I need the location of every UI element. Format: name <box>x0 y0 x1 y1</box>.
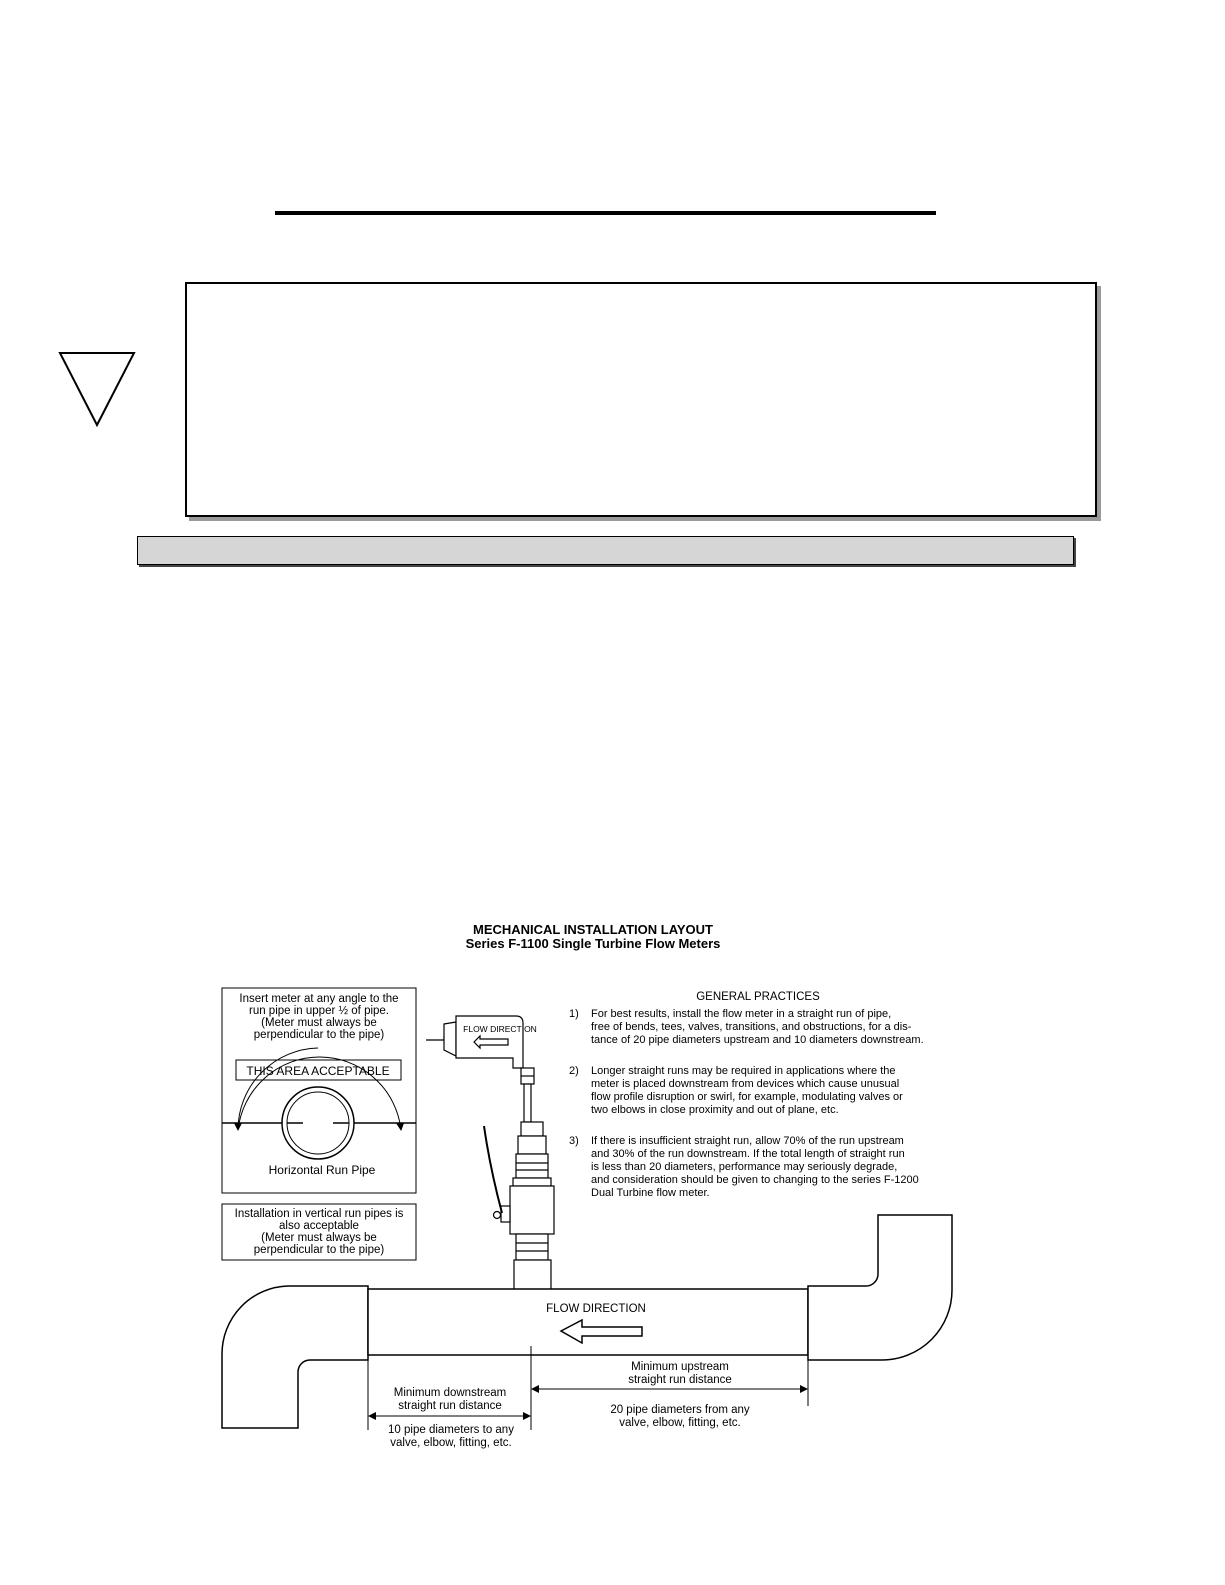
vertical-box-line-3: (Meter must always be <box>261 1232 377 1244</box>
upstream-detail-line-2: valve, elbow, fitting, etc. <box>619 1417 741 1429</box>
downstream-elbow <box>222 1286 368 1428</box>
section-heading-bar <box>137 536 1074 565</box>
practice-1-line-2: free of bends, tees, valves, transitions, and obstructions, for a dis- <box>591 1021 912 1033</box>
installation-layout-diagram <box>218 918 958 1463</box>
pipe-flow-direction-label: FLOW DIRECTION <box>546 1303 646 1315</box>
upstream-detail-line-1: 20 pipe diameters from any <box>610 1404 750 1416</box>
angle-box-line-4: perpendicular to the pipe) <box>253 1029 385 1041</box>
diagram-subtitle: Series F-1100 Single Turbine Flow Meters <box>465 936 721 951</box>
vertical-box <box>222 1204 416 1260</box>
practice-1-line-3: tance of 20 pipe diameters upstream and 10 diameters downstream. <box>591 1034 924 1046</box>
upstream-label-line-2: straight run distance <box>628 1374 732 1386</box>
practice-2-line-3: flow profile disruption or swirl, for example, modulating valves or <box>591 1091 903 1103</box>
angle-box-line-2: run pipe in upper ½ of pipe. <box>248 1005 390 1017</box>
upstream-label-line-1: Minimum upstream <box>631 1361 729 1373</box>
practice-1-line-1: For best results, install the flow meter in a straight run of pipe, <box>591 1008 892 1020</box>
angle-box-line-3: (Meter must always be <box>261 1017 377 1029</box>
general-practices-heading: GENERAL PRACTICES <box>696 991 820 1003</box>
downstream-label-line-2: straight run distance <box>398 1400 502 1412</box>
angle-box <box>222 988 416 1193</box>
practice-3-line-1: If there is insufficient straight run, allow 70% of the run upstream <box>591 1135 904 1147</box>
downstream-detail-line-2: valve, elbow, fitting, etc. <box>390 1437 512 1449</box>
practice-3-line-4: and consideration should be given to changing to the series F-1200 <box>591 1174 919 1186</box>
diagram-title: MECHANICAL INSTALLATION LAYOUT <box>472 922 714 937</box>
warning-triangle-icon <box>58 350 136 428</box>
title-rule <box>275 211 936 215</box>
practice-1-number: 1) <box>569 1008 579 1020</box>
vertical-box-line-2: also acceptable <box>279 1220 359 1232</box>
upstream-elbow <box>808 1215 952 1360</box>
downstream-detail-line-1: 10 pipe diameters to any <box>388 1424 514 1436</box>
vertical-box-line-1: Installation in vertical run pipes is <box>234 1208 404 1220</box>
practice-3-number: 3) <box>569 1135 579 1147</box>
practice-3-line-2: and 30% of the run downstream. If the total length of straight run <box>591 1148 905 1160</box>
area-acceptable-label: THIS AREA ACCEPTABLE <box>246 1064 390 1078</box>
practice-2-line-2: meter is placed downstream from devices which cause unusual <box>591 1078 900 1090</box>
practice-3-line-3: is less than 20 diameters, performance may seriously degrade, <box>591 1161 898 1173</box>
downstream-label-line-1: Minimum downstream <box>393 1387 507 1399</box>
run-pipe <box>368 1289 808 1355</box>
general-practices <box>569 991 924 1199</box>
practice-3-line-5: Dual Turbine flow meter. <box>591 1187 710 1199</box>
angle-box-line-1: Insert meter at any angle to the <box>239 993 399 1005</box>
practice-2-number: 2) <box>569 1065 579 1077</box>
horizontal-run-pipe-label: Horizontal Run Pipe <box>268 1163 376 1177</box>
warning-box <box>185 282 1097 517</box>
practice-2-line-1: Longer straight runs may be required in applications where the <box>591 1065 896 1077</box>
practice-2-line-4: two elbows in close proximity and out of plane, etc. <box>591 1104 839 1116</box>
flow-meter <box>426 1016 554 1292</box>
vertical-box-line-4: perpendicular to the pipe) <box>253 1244 385 1256</box>
meter-flow-direction-label: FLOW DIRECTION <box>463 1024 537 1034</box>
